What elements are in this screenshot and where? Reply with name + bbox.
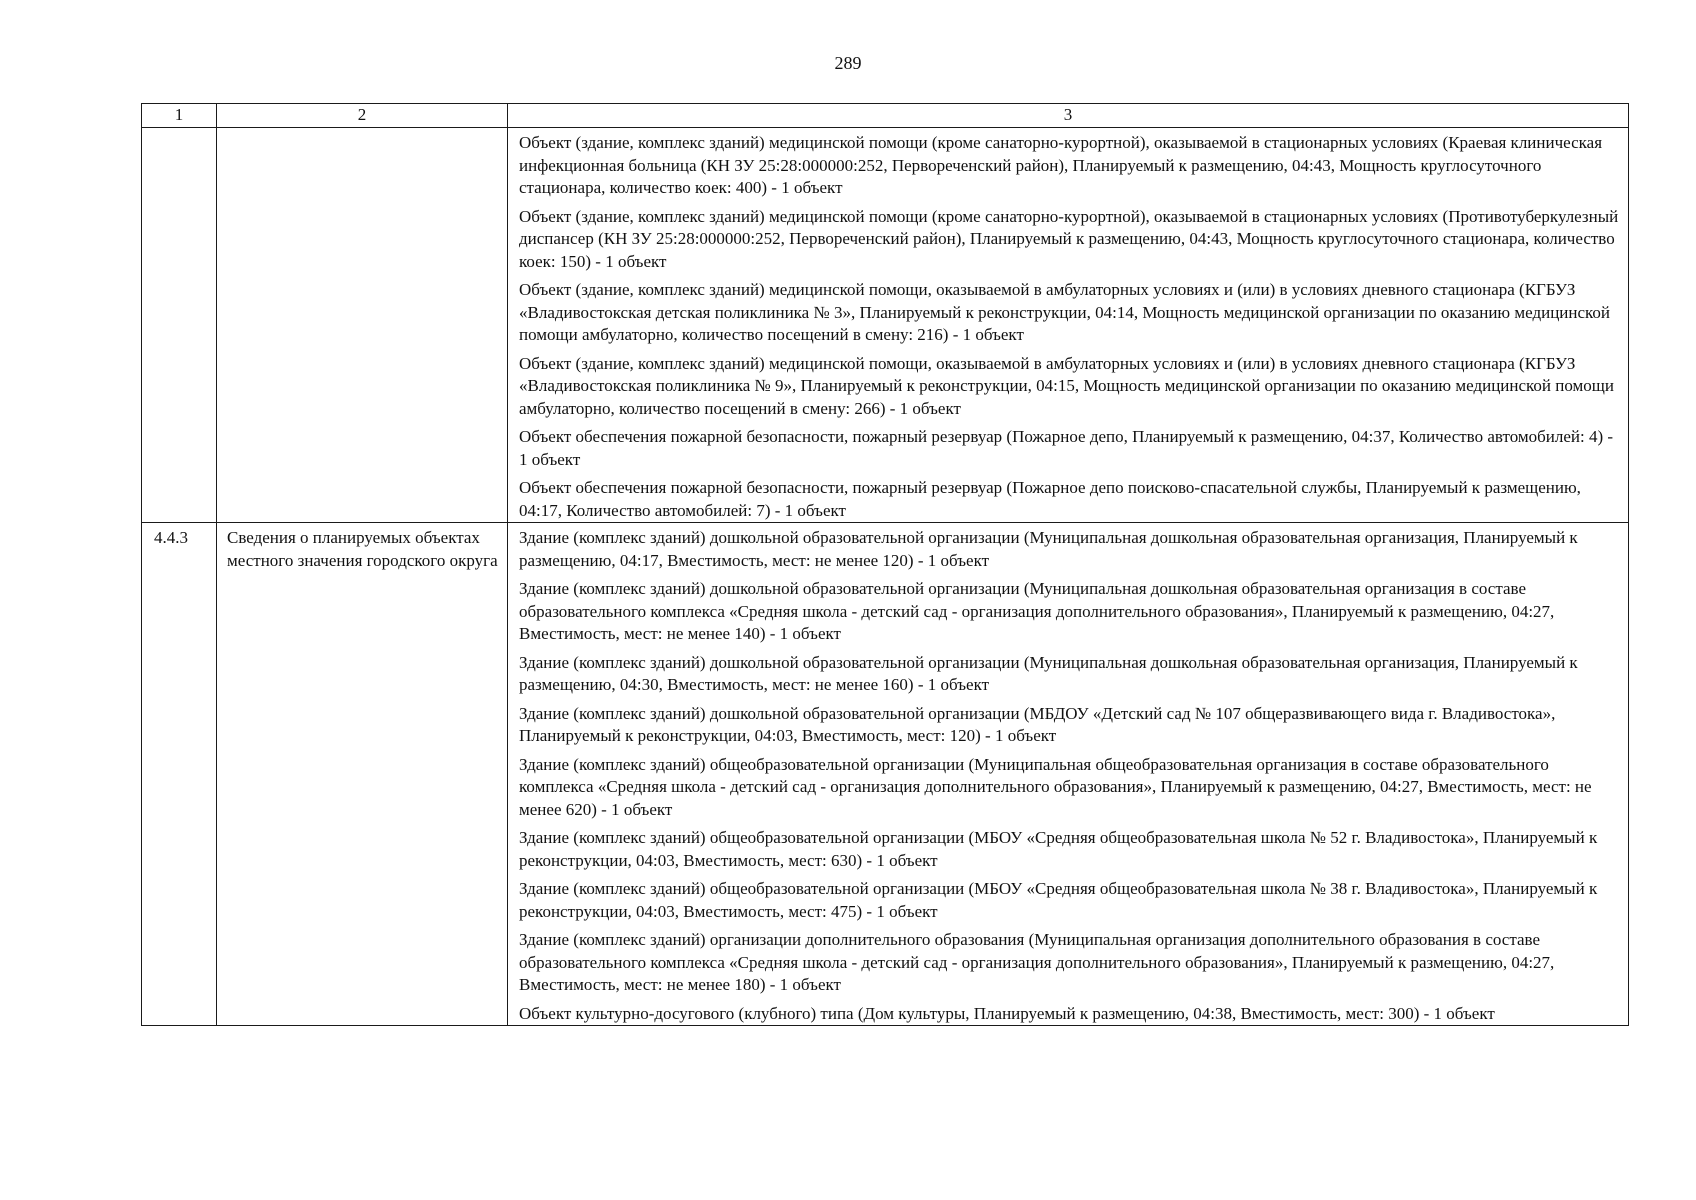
object-item: Здание (комплекс зданий) дошкольной образовательной организации (Муниципальная дошкольная образовательная организация, Планируемый к размещению, 04:30, Вместимость, мест: не менее 160) - 1 объект [519,652,1578,694]
object-item: Здание (комплекс зданий) дошкольной образовательной организации (МБДОУ «Детский сад № 107 общеразвивающего вида г. Владивостока», Планируемый к реконструкции, 04:03, Вместимость, мест: 120) - 1 объект [519,703,1556,745]
object-item: Здание (комплекс зданий) общеобразовательной организации (Муниципальная общеобразовательная организация в составе образовательного комплекса «Средняя школа - детский сад - организация дополнительного образования», Планируемый к размещению, 04:27, Вместимость, мест: не менее 620) - 1 объект [519,754,1592,819]
object-item: Здание (комплекс зданий) организации дополнительного образования (Муниципальная организация дополнительного образования в составе образовательного комплекса «Средняя школа - детский сад - организация дополнительного образования», Планируемый к размещению, 04:27, Вместимость, мест: не менее 180) - 1 объект [519,930,1555,994]
object-item: Объект обеспечения пожарной безопасности, пожарный резервуар (Пожарное депо, Планируемый к размещению, 04:37, Количество автомобилей: 4) - 1 объект [519,427,1614,469]
row-name-cell: Сведения о планируемых объектах местного значения городского округа [217,523,508,1026]
object-item: Объект культурно-досугового (клубного) типа (Дом культуры, Планируемый к размещению, 04:38, Вместимость, мест: 300) - 1 объект [519,1003,1495,1023]
row-number-cell: 4.4.3 [142,523,217,1026]
object-item: Здание (комплекс зданий) общеобразовательной организации (МБОУ «Средняя общеобразовательная школа № 52 г. Владивостока», Планируемый к реконструкции, 04:03, Вместимость, мест: 630) - 1 объект [519,828,1598,870]
row-items-cell [508,523,1629,1026]
object-item: Объект (здание, комплекс зданий) медицинской помощи, оказываемой в амбулаторных условиях и (или) в условиях дневного стационара (КГБУЗ «Владивостокская детская поликлиника № 3», Планируемый к реконструкции, 04:14, Мощность медицинской организации по оказанию медицинской помощи амбулаторно, количество посещений в смену: 216) - 1 объект [519,280,1611,344]
object-item: Здание (комплекс зданий) дошкольной образовательной организации (Муниципальная дошкольная образовательная организация, Планируемый к размещению, 04:17, Вместимость, мест: не менее 120) - 1 объект [519,528,1578,570]
table-header-row [142,104,1629,128]
row-items-cell [508,128,1629,523]
object-item: Объект (здание, комплекс зданий) медицинской помощи (кроме санаторно-курортной), оказываемой в стационарных условиях (Краевая клиническая инфекционная больница (КН ЗУ 25:28:000000:252, Первореченский район), Планируемый к размещению, 04:43, Мощность круглосуточного стационара, количество коек: 400) - 1 объект [519,133,1603,197]
planning-table [141,103,1629,1026]
table-row [142,523,1629,1026]
object-item: Объект (здание, комплекс зданий) медицинской помощи, оказываемой в амбулаторных условиях и (или) в условиях дневного стационара (КГБУЗ «Владивостокская поликлиника № 9», Планируемый к реконструкции, 04:15, Мощность медицинской организации по оказанию медицинской помощи амбулаторно, количество посещений в смену: 266) - 1 объект [519,353,1614,418]
column-header-2: 2 [217,104,508,128]
row-number-cell [142,128,217,523]
row-name-cell [217,128,508,523]
page-number: 289 [834,53,862,73]
column-header-3: 3 [508,104,1629,128]
column-header-1: 1 [142,104,217,128]
table-row [142,128,1629,523]
object-item: Объект (здание, комплекс зданий) медицинской помощи (кроме санаторно-курортной), оказываемой в стационарных условиях (Противотуберкулезный диспансер (КН ЗУ 25:28:000000:252, Первореченский район), Планируемый к размещению, 04:43, Мощность круглосуточного стационара, количество коек: 150) - 1 объект [519,206,1619,271]
object-item: Объект обеспечения пожарной безопасности, пожарный резервуар (Пожарное депо поисково-спасательной службы, Планируемый к размещению, 04:17, Количество автомобилей: 7) - 1 объект [519,478,1581,520]
object-item: Здание (комплекс зданий) дошкольной образовательной организации (Муниципальная дошкольная образовательная организация в составе образовательного комплекса «Средняя школа - детский сад - организация дополнительного образования», Планируемый к размещению, 04:27, Вместимость, мест: не менее 140) - 1 объект [519,579,1555,643]
object-item: Здание (комплекс зданий) общеобразовательной организации (МБОУ «Средняя общеобразовательная школа № 38 г. Владивостока», Планируемый к реконструкции, 04:03, Вместимость, мест: 475) - 1 объект [519,879,1598,921]
